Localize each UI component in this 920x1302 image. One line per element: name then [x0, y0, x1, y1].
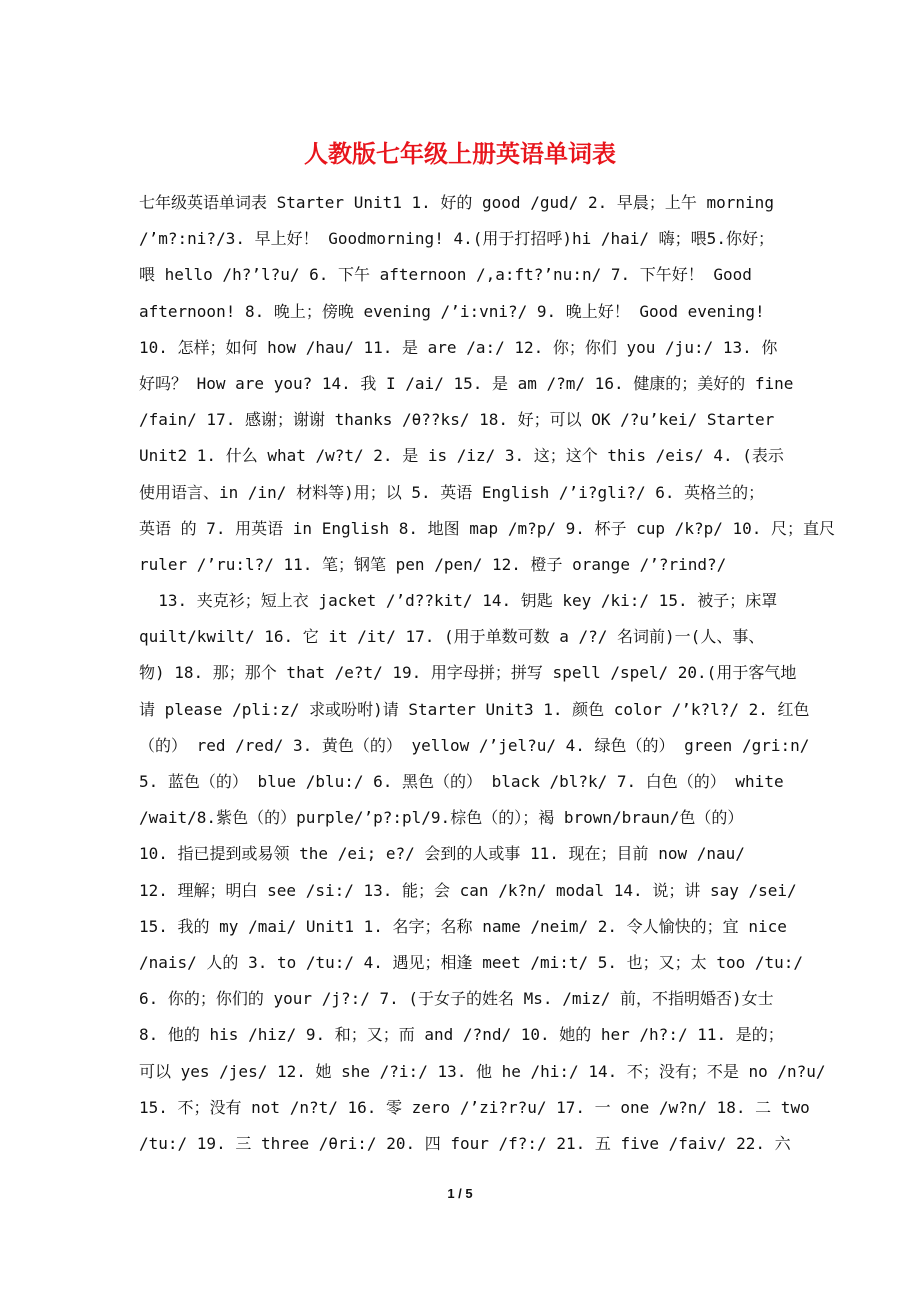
page-number: 1 / 5 — [447, 1186, 473, 1201]
body-line: 请 please /pli:z/ 求或吩咐)请 Starter Unit3 1. 颜色 color /’k?l?/ 2. 红色 — [139, 699, 810, 719]
document-body — [139, 185, 839, 1162]
body-line: 喂 hello /h?’l?u/ 6. 下午 afternoon /,a:ft?’nu:n/ 7. 下午好！ Good — [139, 265, 752, 285]
document-title: 人教版七年级上册英语单词表 — [304, 139, 616, 168]
body-line: 好吗？ How are you? 14. 我 I /ai/ 15. 是 am /?m/ 16. 健康的；美好的 fine — [139, 373, 794, 393]
body-line: 12. 理解；明白 see /si:/ 13. 能；会 can /k?n/ modal 14. 说；讲 say /sei/ — [139, 880, 797, 900]
body-line: quilt/kwilt/ 16. 它 it /it/ 17. (用于单数可数 a /?/ 名词前)一(人、事、 — [139, 627, 765, 647]
body-line: afternoon! 8. 晚上；傍晚 evening /’i:vni?/ 9. 晚上好！ Good evening! — [139, 301, 765, 321]
body-line: （的） red /red/ 3. 黄色（的） yellow /’jel?u/ 4. 绿色（的） green /gri:n/ — [139, 735, 810, 755]
body-line: 物) 18. 那；那个 that /e?t/ 19. 用字母拼；拼写 spell /spel/ 20.(用于客气地 — [139, 663, 797, 683]
body-line: /’m?:ni?/3. 早上好！ Goodmorning! 4.(用于打招呼)hi /hai/ 嗨；喂5.你好； — [139, 229, 774, 249]
body-line: 15. 我的 my /mai/ Unit1 1. 名字；名称 name /neim/ 2. 令人愉快的；宜 nice — [139, 916, 787, 936]
body-line: 10. 指已提到或易领 the /ei; e?/ 会到的人或事 11. 现在；目前 now /nau/ — [139, 844, 745, 864]
body-line: /wait/8.紫色（的）purple/’p?:pl/9.棕色（的）；褐 brown/braun/色（的） — [139, 808, 744, 828]
body-line: 13. 夹克衫；短上衣 jacket /’d??kit/ 14. 钥匙 key /ki:/ 15. 被子；床罩 — [139, 591, 778, 611]
body-line: /nais/ 人的 3. to /tu:/ 4. 遇见；相逢 meet /mi:t/ 5. 也；又；太 too /tu:/ — [139, 952, 804, 972]
body-line: /tu:/ 19. 三 three /θri:/ 20. 四 four /f?:/ 21. 五 five /faiv/ 22. 六 — [139, 1133, 791, 1153]
body-line: 10. 怎样；如何 how /hau/ 11. 是 are /a:/ 12. 你；你们 you /ju:/ 13. 你 — [139, 337, 778, 357]
body-line: 6. 你的；你们的 your /j?:/ 7. (于女子的姓名 Ms. /miz/ 前，不指明婚否)女士 — [139, 989, 774, 1009]
body-line: 七年级英语单词表 Starter Unit1 1. 好的 good /gud/ 2. 早晨；上午 morning — [139, 193, 774, 212]
body-line: 英语 的 7. 用英语 in English 8. 地图 map /m?p/ 9. 杯子 cup /k?p/ 10. 尺；直尺 — [139, 518, 836, 538]
body-line: /fain/ 17. 感谢；谢谢 thanks /θ??ks/ 18. 好；可以 OK /?u’kei/ Starter — [139, 410, 775, 430]
body-line: ruler /’ru:l?/ 11. 笔；钢笔 pen /pen/ 12. 橙子 orange /’?rind?/ — [139, 554, 727, 574]
body-line: 8. 他的 his /hiz/ 9. 和；又；而 and /?nd/ 10. 她的 her /h?:/ 11. 是的； — [139, 1025, 784, 1045]
body-line: 15. 不；没有 not /n?t/ 16. 零 zero /’zi?r?u/ 17. 一 one /w?n/ 18. 二 two — [139, 1097, 810, 1117]
body-line: 可以 yes /jes/ 12. 她 she /?i:/ 13. 他 he /hi:/ 14. 不；没有；不是 no /n?u/ — [139, 1061, 826, 1081]
body-line: 使用语言、in /in/ 材料等)用；以 5. 英语 English /’i?gli?/ 6. 英格兰的； — [139, 482, 765, 502]
body-line: Unit2 1. 什么 what /w?t/ 2. 是 is /iz/ 3. 这；这个 this /eis/ 4. (表示 — [139, 446, 784, 466]
body-line: 5. 蓝色（的） blue /blu:/ 6. 黑色（的） black /bl?k/ 7. 白色（的） white — [139, 772, 784, 791]
